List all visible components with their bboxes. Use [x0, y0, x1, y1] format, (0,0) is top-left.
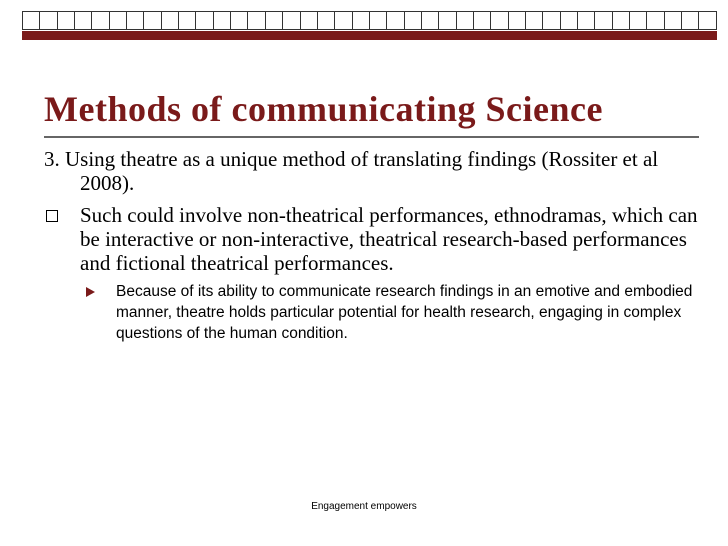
grid-cell: [352, 11, 369, 30]
bullet-item: [44, 203, 704, 275]
grid-cell: [265, 11, 282, 30]
grid-cell: [438, 11, 455, 30]
grid-cell: [195, 11, 212, 30]
title-divider: [44, 136, 699, 138]
grid-cell: [629, 11, 646, 30]
intro-point: 3. Using theatre as a unique method of translating findings (Rossiter et al 2008).: [44, 147, 659, 195]
grid-cell: [542, 11, 559, 30]
grid-cell: [646, 11, 663, 30]
grid-cell: [681, 11, 698, 30]
grid-cell: [126, 11, 143, 30]
header-grid: [22, 11, 717, 30]
triangle-bullet-icon: [86, 287, 95, 297]
grid-cell: [161, 11, 178, 30]
grid-cell: [282, 11, 299, 30]
grid-cell: [421, 11, 438, 30]
square-bullet-icon: [46, 210, 58, 222]
grid-cell: [560, 11, 577, 30]
grid-cell: [334, 11, 351, 30]
grid-cell: [490, 11, 507, 30]
grid-cell: [74, 11, 91, 30]
grid-cell: [404, 11, 421, 30]
grid-cell: [577, 11, 594, 30]
grid-cell: [22, 11, 39, 30]
grid-cell: [664, 11, 681, 30]
grid-cell: [456, 11, 473, 30]
grid-cell: [525, 11, 542, 30]
grid-cell: [213, 11, 230, 30]
sub-bullet-text: Because of its ability to communicate research findings in an emotive and embodied manner, theatre holds particular potential for health research, engaging in complex questions of the human condition.: [116, 283, 693, 342]
grid-cell: [230, 11, 247, 30]
header-decoration: [0, 0, 728, 40]
grid-cell: [473, 11, 490, 30]
grid-cell: [386, 11, 403, 30]
grid-cell: [317, 11, 334, 30]
slide-title: Methods of communicating Science: [44, 89, 603, 129]
slide-footer: Engagement empowers: [311, 501, 417, 512]
sub-bullet-item: [44, 281, 704, 344]
grid-cell: [612, 11, 629, 30]
grid-cell: [369, 11, 386, 30]
grid-cell: [300, 11, 317, 30]
grid-cell: [594, 11, 611, 30]
grid-cell: [178, 11, 195, 30]
grid-cell: [39, 11, 56, 30]
grid-cell: [109, 11, 126, 30]
grid-cell: [57, 11, 74, 30]
grid-cell: [698, 11, 716, 30]
grid-cell: [143, 11, 160, 30]
grid-cell: [508, 11, 525, 30]
grid-cell: [91, 11, 108, 30]
slide-body: [44, 147, 704, 344]
grid-cell: [247, 11, 264, 30]
bullet-text: Such could involve non-theatrical performances, ethnodramas, which can be interactive or non-interactive, theatrical research-based performances and fictional theatrical performances.: [80, 203, 698, 275]
header-accent-bar: [22, 31, 717, 40]
